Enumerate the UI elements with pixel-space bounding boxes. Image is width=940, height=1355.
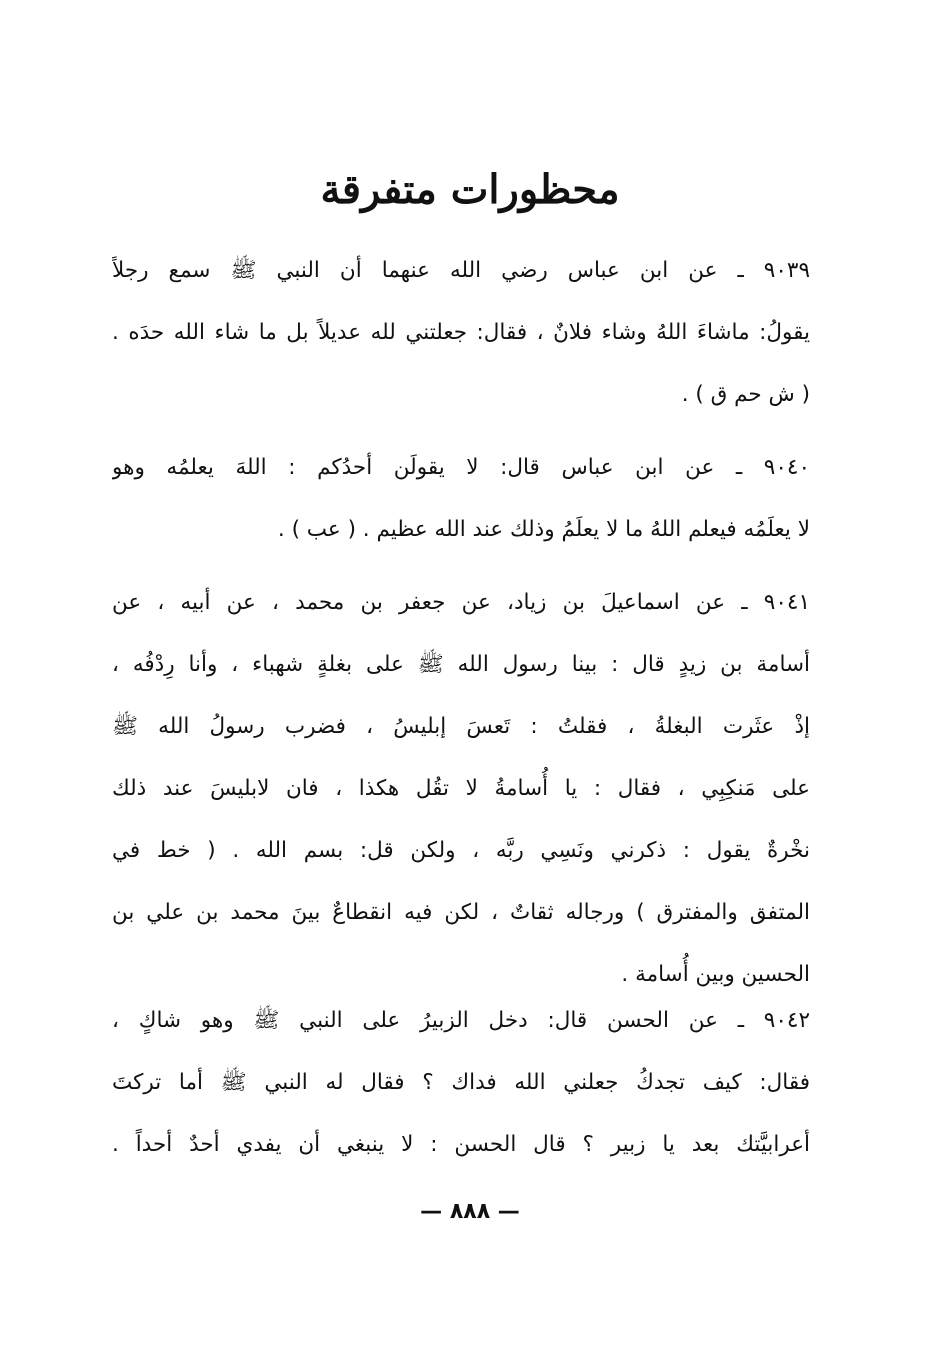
text-line: يقولُ: ماشاءَ اللهُ وشاء فلانٌ ، فقال: جعلتني لله عديلاً بل ما شاء الله حدَه . xyxy=(112,320,810,345)
text-line: ٩٠٤٢ ـ عن الحسن قال: دخل الزبيرُ على النبي ﷺ وهو شاكٍ ، xyxy=(112,1008,810,1033)
text-line: فقال: كيف تجدكُ جعلني الله فداك ؟ فقال له النبي ﷺ أما تركتَ xyxy=(112,1070,810,1095)
text-line: لا يعلَمُه فيعلم اللهُ ما لا يعلَمُ وذلك عند الله عظيم . ( عب ) . xyxy=(277,517,810,542)
text-line: نخْرةٌ يقول : ذكرني ونَسِي ربَّه ، ولكن قل: بسم الله . ( خط في xyxy=(112,838,810,863)
text-line: أسامة بن زيدٍ قال : بينا رسول الله ﷺ على بغلةٍ شهباء ، وأنا رِدْفُه ، xyxy=(112,652,810,677)
text-line: ٩٠٤٠ ـ عن ابن عباس قال: لا يقولَن أحدُكم : اللهَ يعلمُه وهو xyxy=(112,455,810,480)
text-line: ٩٠٤١ ـ عن اسماعيلَ بن زياد، عن جعفر بن محمد ، عن أبيه ، عن xyxy=(112,590,810,615)
entry-9040 xyxy=(112,437,810,561)
page-number: — ٨٨٨ — xyxy=(420,1199,520,1224)
entry-9039 xyxy=(112,240,810,426)
page-title: محظورات متفرقة xyxy=(320,166,620,213)
text-line: على مَنكِبِي ، فقال : يا أُسامةُ لا تقُل هكذا ، فان لابليسَ عند ذلك xyxy=(112,776,810,801)
entry-9042 xyxy=(112,990,810,1176)
text-line: الحسين وبين أُسامة . xyxy=(621,962,810,987)
text-line: المتفق والمفترق ) ورجاله ثقاتٌ ، لكن فيه انقطاعٌ بينَ محمد بن علي بن xyxy=(112,900,810,925)
entry-9041 xyxy=(112,572,810,1006)
text-line: ٩٠٣٩ ـ عن ابن عباس رضي الله عنهما أن النبي ﷺ سمع رجلاً xyxy=(112,258,810,283)
citation-line: ( ش حم ق ) . xyxy=(681,382,810,407)
text-line: أعرابيَّتك بعد يا زبير ؟ قال الحسن : لا ينبغي أن يفدي أحدٌ أحداً . xyxy=(112,1132,810,1157)
text-line: إذْ عثَرت البغلةُ ، فقلتُ : تَعسَ إبليسُ ، فضرب رسولُ الله ﷺ xyxy=(112,714,810,739)
